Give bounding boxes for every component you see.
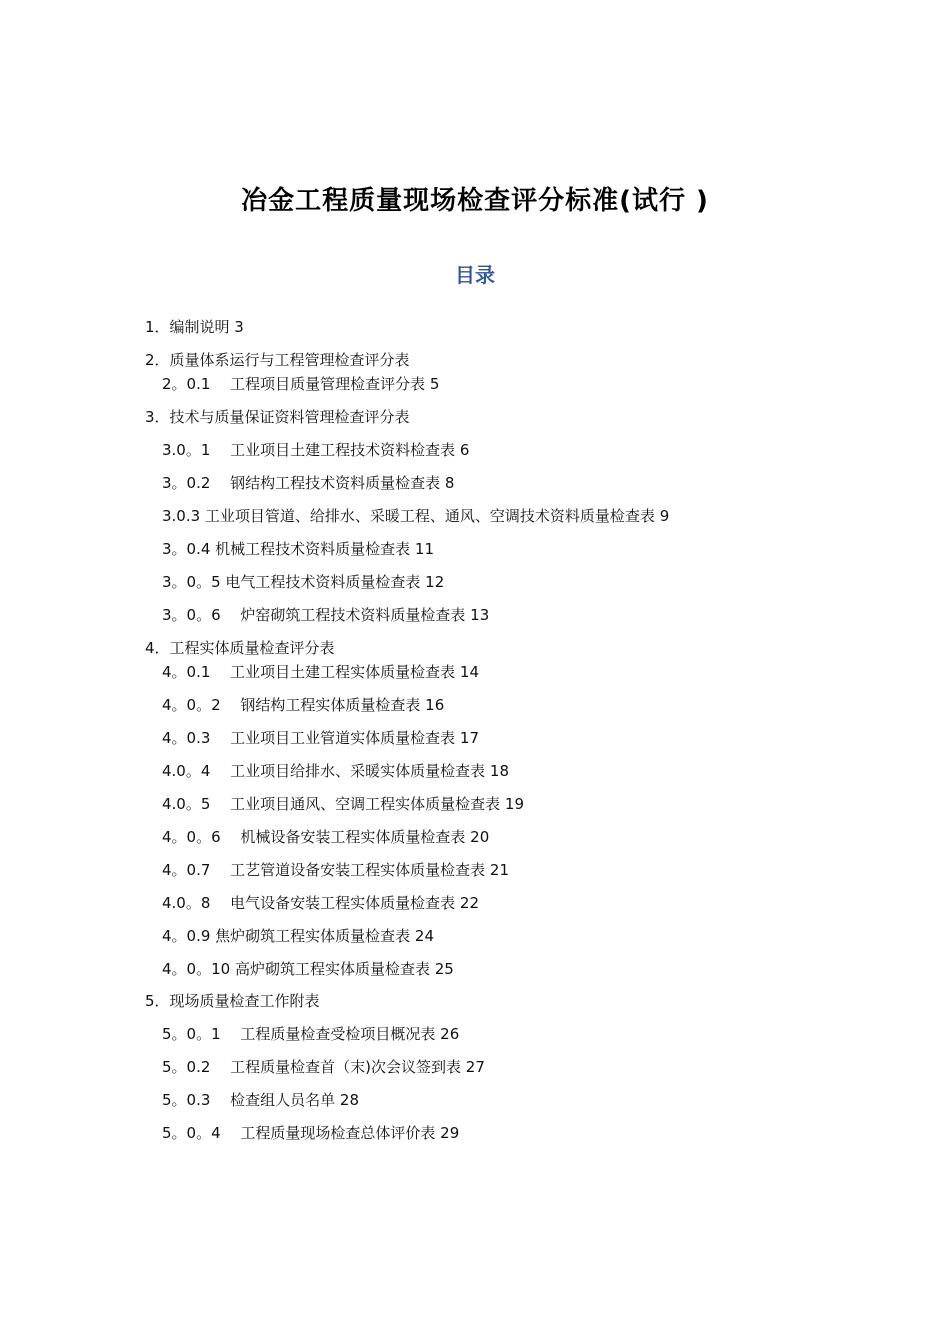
toc-entry[interactable]: 4.0。8 电气设备安装工程实体质量检查表 22 <box>162 894 480 912</box>
toc-entry[interactable]: 3.0.3 工业项目管道、给排水、采暖工程、通风、空调技术资料质量检查表 9 <box>162 507 670 525</box>
toc-entry[interactable]: 4。0。2 钢结构工程实体质量检查表 16 <box>162 696 445 714</box>
toc-entry[interactable]: 5。0。1 工程质量检查受检项目概况表 26 <box>162 1025 460 1043</box>
toc-entry[interactable]: 2。0.1 工程项目质量管理检查评分表 5 <box>162 375 440 393</box>
document-title: 冶金工程质量现场检查评分标准(试行 ) <box>241 186 709 216</box>
toc-entry[interactable]: 4。0.1 工业项目土建工程实体质量检查表 14 <box>162 663 480 681</box>
toc-entry[interactable]: 5．现场质量检查工作附表 <box>145 992 320 1010</box>
toc-entry[interactable]: 4。0.3 工业项目工业管道实体质量检查表 17 <box>162 729 480 747</box>
toc-entry[interactable]: 4。0。10 高炉砌筑工程实体质量检查表 25 <box>162 960 454 978</box>
toc-entry[interactable]: 3．技术与质量保证资料管理检查评分表 <box>145 408 410 426</box>
toc-entry[interactable]: 4．工程实体质量检查评分表 <box>145 639 335 657</box>
toc-heading: 目录 <box>455 263 495 287</box>
toc-entry[interactable]: 3.0。1 工业项目土建工程技术资料检查表 6 <box>162 441 470 459</box>
toc-entry[interactable]: 3。0。5 电气工程技术资料质量检查表 12 <box>162 573 445 591</box>
toc-entry[interactable]: 3。0。6 炉窑砌筑工程技术资料质量检查表 13 <box>162 606 490 624</box>
toc-entry[interactable]: 1．编制说明 3 <box>145 318 244 336</box>
toc-entry[interactable]: 4。0。6 机械设备安装工程实体质量检查表 20 <box>162 828 490 846</box>
toc-entry[interactable]: 3。0.4 机械工程技术资料质量检查表 11 <box>162 540 435 558</box>
toc-entry[interactable]: 4。0.7 工艺管道设备安装工程实体质量检查表 21 <box>162 861 510 879</box>
toc-entry[interactable]: 5。0。4 工程质量现场检查总体评价表 29 <box>162 1124 460 1142</box>
toc-entry[interactable]: 4.0。5 工业项目通风、空调工程实体质量检查表 19 <box>162 795 525 813</box>
toc-entry[interactable]: 3。0.2 钢结构工程技术资料质量检查表 8 <box>162 474 455 492</box>
toc-entry[interactable]: 5。0.3 检查组人员名单 28 <box>162 1091 360 1109</box>
toc-entry[interactable]: 4。0.9 焦炉砌筑工程实体质量检查表 24 <box>162 927 435 945</box>
toc-entry[interactable]: 5。0.2 工程质量检查首（末)次会议签到表 27 <box>162 1058 485 1076</box>
toc-entry[interactable]: 2．质量体系运行与工程管理检查评分表 <box>145 351 410 369</box>
toc-entry[interactable]: 4.0。4 工业项目给排水、采暖实体质量检查表 18 <box>162 762 510 780</box>
